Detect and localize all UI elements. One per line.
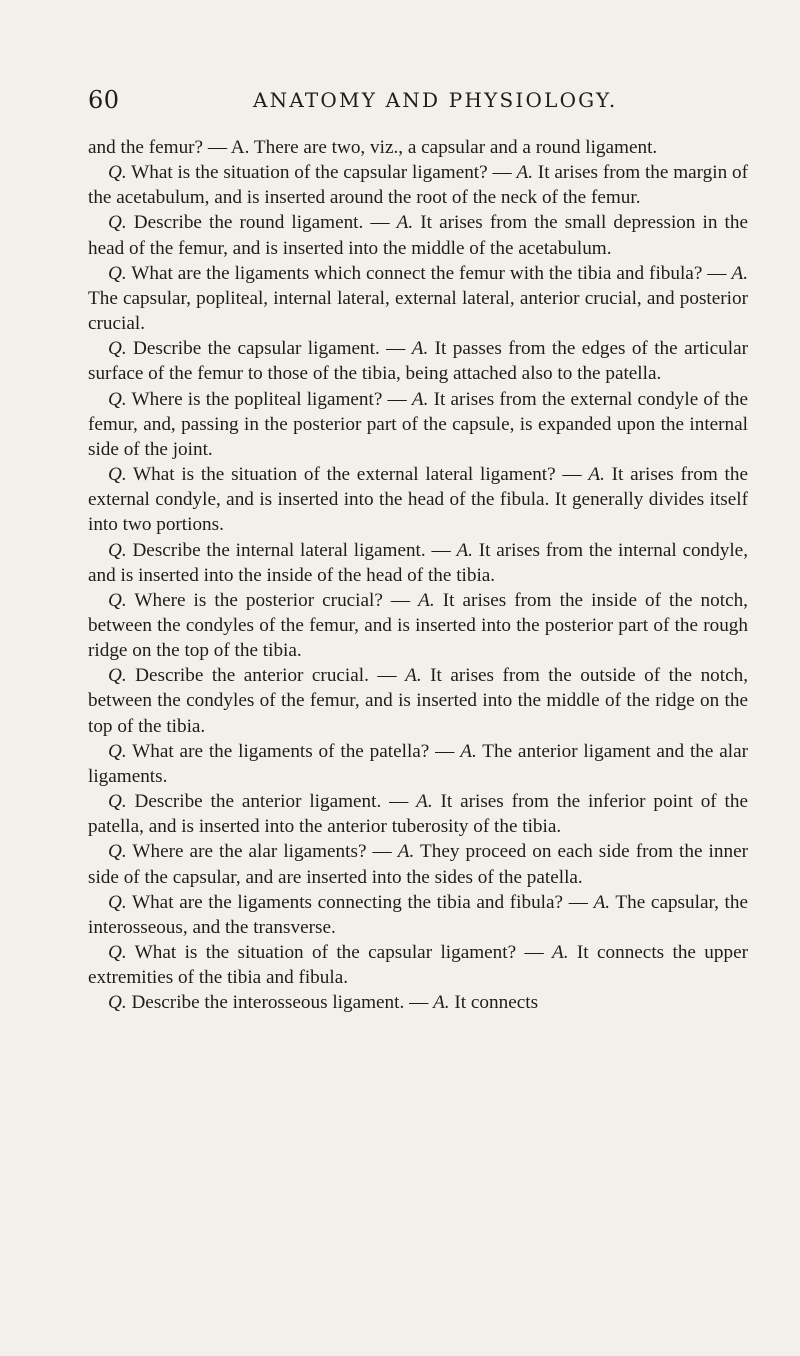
- question-marker: Q.: [108, 212, 127, 234]
- qa-paragraph: [88, 663, 748, 738]
- page-header: [88, 86, 748, 116]
- qa-paragraph: [88, 462, 748, 537]
- answer-text: It arises from the inferior point of the patella, and is inserted into the anterior tuberosity of the tibia.: [88, 791, 748, 838]
- question-text: Describe the internal lateral ligament. —: [126, 539, 457, 561]
- qa-paragraph: [88, 387, 748, 462]
- question-text: What is the situation of the capsular ligament? —: [126, 162, 517, 184]
- question-text: What are the ligaments which connect the femur with the tibia and fibula? —: [126, 262, 732, 284]
- question-marker: Q.: [108, 539, 127, 561]
- qa-paragraph: [88, 160, 748, 210]
- question-marker: Q.: [108, 665, 127, 687]
- answer-text: It connects the upper extremities of the tibia and fibula.: [88, 942, 748, 989]
- question-marker: Q.: [108, 589, 127, 611]
- question-text: Describe the round ligament. —: [126, 212, 397, 234]
- qa-paragraph: [88, 940, 748, 990]
- answer-marker: A.: [588, 464, 605, 486]
- answer-text: It arises from the margin of the acetabulum, and is inserted around the root of the neck of the femur.: [88, 162, 748, 209]
- question-marker: Q.: [108, 992, 127, 1014]
- qa-paragraph: [88, 739, 748, 789]
- question-text: Where is the posterior crucial? —: [126, 589, 419, 611]
- question-marker: Q.: [108, 338, 127, 360]
- question-text: What is the situation of the external lateral ligament? —: [126, 464, 589, 486]
- answer-marker: A.: [396, 212, 414, 234]
- body-text: [88, 135, 748, 1015]
- question-text: Describe the anterior ligament. —: [126, 791, 417, 813]
- answer-marker: A.: [411, 338, 429, 360]
- question-marker: Q.: [108, 464, 127, 486]
- question-marker: Q.: [108, 891, 127, 913]
- answer-marker: A.: [552, 942, 569, 963]
- answer-text: It arises from the small depression in the head of the femur, and is inserted into the middle of the acetabulum.: [88, 212, 748, 259]
- question-text: Describe the anterior crucial. —: [126, 665, 406, 687]
- question-text: What is the situation of the capsular ligament? —: [126, 942, 553, 963]
- qa-paragraph: [88, 210, 748, 260]
- question-marker: Q.: [108, 841, 127, 863]
- qa-paragraph: [88, 261, 748, 336]
- answer-text: It arises from the external condyle, and is inserted into the head of the fibula. It generally divides itself into two portions.: [88, 464, 748, 536]
- question-marker: Q.: [108, 791, 127, 813]
- running-head: ANATOMY AND PHYSIOLOGY.: [253, 88, 618, 112]
- qa-paragraph: [88, 588, 748, 663]
- qa-paragraph: [88, 990, 748, 1015]
- answer-marker: A.: [416, 791, 433, 813]
- answer-text: It connects: [449, 992, 539, 1014]
- answer-text: The capsular, popliteal, internal lateral, external lateral, anterior crucial, and posterior crucial.: [88, 287, 748, 335]
- question-marker: Q.: [108, 262, 127, 284]
- answer-marker: A.: [418, 589, 435, 611]
- qa-paragraph: [88, 839, 748, 889]
- answer-marker: A.: [456, 539, 473, 561]
- paragraph-text: and the femur? — A. There are two, viz., a capsular and a round ligament.: [88, 137, 658, 158]
- paragraph-continuation: [88, 135, 748, 160]
- answer-text: It arises from the outside of the notch, between the condyles of the femur, and is inserted into the middle of the ridge on the top of the tibia.: [88, 665, 748, 737]
- answer-marker: A.: [731, 262, 748, 284]
- answer-text: It passes from the edges of the articular surface of the femur to those of the tibia, being attached also to the patella.: [88, 338, 748, 385]
- question-marker: Q.: [108, 942, 127, 963]
- answer-marker: A.: [433, 992, 450, 1014]
- answer-marker: A.: [397, 841, 415, 863]
- question-text: Where are the alar ligaments? —: [126, 841, 398, 863]
- question-text: Where is the popliteal ligament? —: [126, 388, 412, 410]
- question-marker: Q.: [108, 740, 127, 762]
- qa-paragraph: [88, 890, 748, 940]
- answer-text: It arises from the internal condyle, and is inserted into the inside of the head of the tibia.: [88, 539, 748, 586]
- answer-text: They proceed on each side from the inner side of the capsular, and are inserted into the sides of the patella.: [88, 841, 748, 888]
- answer-marker: A.: [405, 665, 422, 687]
- question-text: Describe the capsular ligament. —: [126, 338, 412, 360]
- answer-marker: A.: [593, 891, 611, 913]
- answer-text: The anterior ligament and the alar ligaments.: [88, 740, 749, 787]
- question-marker: Q.: [108, 162, 127, 184]
- answer-text: It arises from the inside of the notch, between the condyles of the femur, and is inserted into the posterior part of the rough ridge on the top of the tibia.: [88, 589, 748, 662]
- qa-paragraph: [88, 789, 748, 839]
- answer-marker: A.: [460, 740, 477, 762]
- question-marker: Q.: [108, 388, 127, 410]
- question-text: What are the ligaments of the patella? —: [126, 740, 461, 762]
- qa-paragraph: [88, 336, 748, 386]
- question-text: What are the ligaments connecting the tibia and fibula? —: [126, 891, 594, 913]
- answer-marker: A.: [516, 162, 533, 184]
- qa-paragraph: [88, 538, 748, 588]
- question-text: Describe the interosseous ligament. —: [126, 992, 434, 1014]
- page-number: 60: [88, 86, 120, 114]
- answer-text: The capsular, the interosseous, and the transverse.: [88, 891, 748, 938]
- answer-text: It arises from the external condyle of the femur, and, passing in the posterior part of the capsule, is expanded upon the internal side of the joint.: [88, 388, 748, 460]
- answer-marker: A.: [411, 388, 429, 410]
